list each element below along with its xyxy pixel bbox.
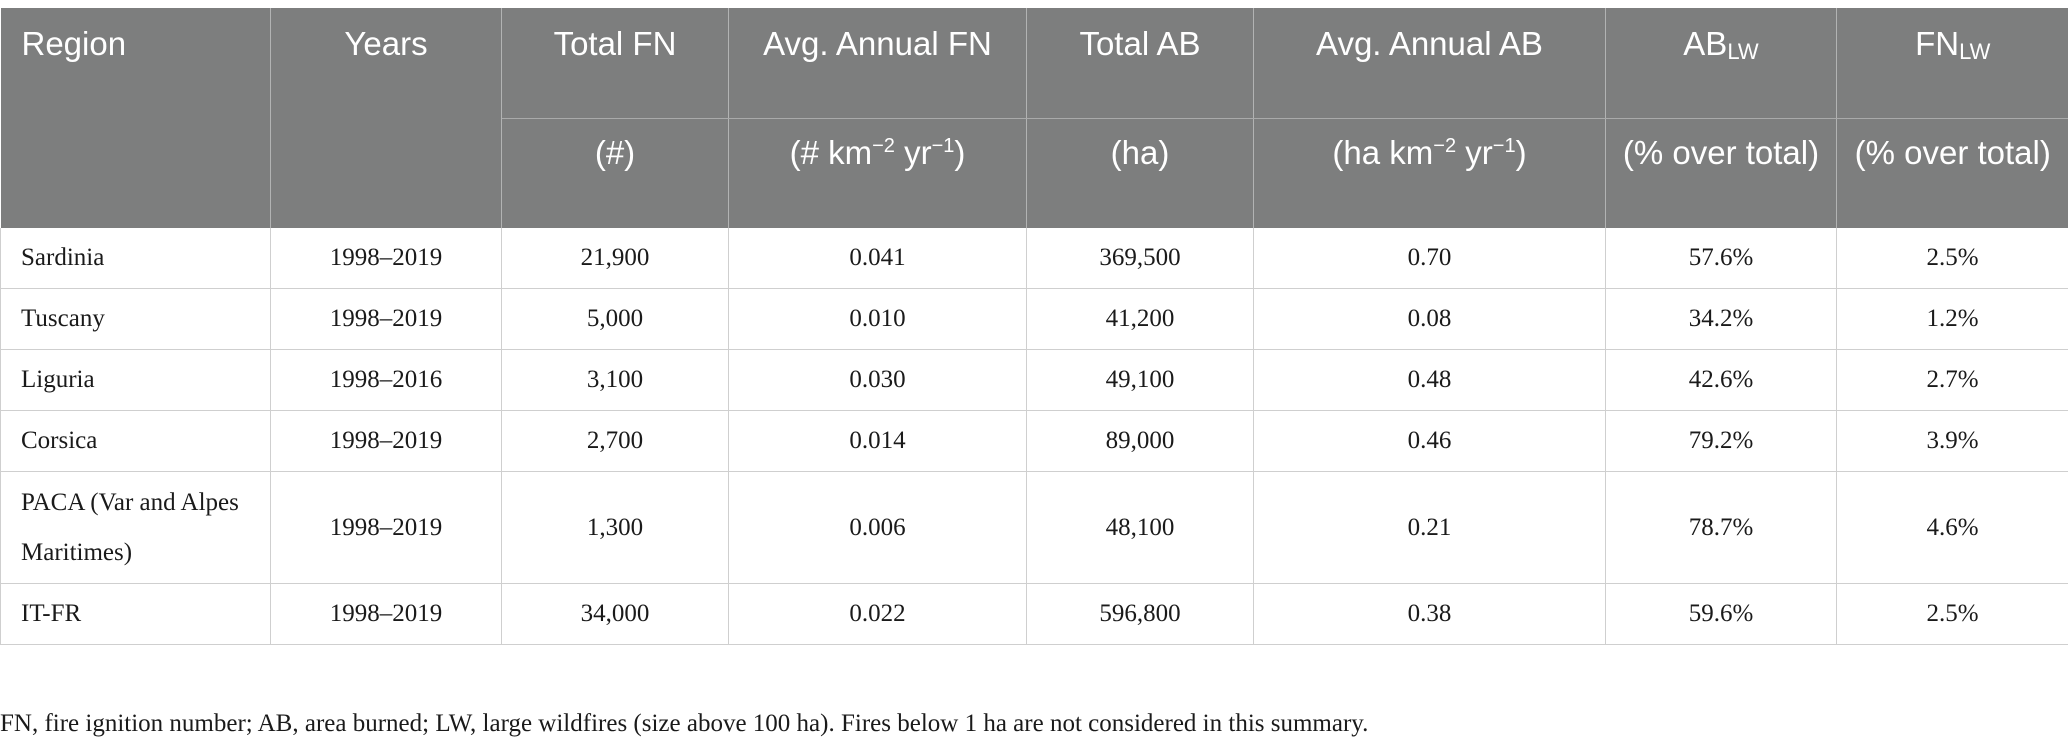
cell-avg-ab: 0.48	[1254, 350, 1606, 411]
cell-region: Sardinia	[1, 228, 271, 289]
unit-fn-lw: (% over total)	[1837, 118, 2068, 228]
cell-fn-lw: 4.6%	[1837, 472, 2068, 584]
cell-years: 1998–2019	[271, 228, 502, 289]
unit-ab-lw: (% over total)	[1606, 118, 1837, 228]
cell-years: 1998–2016	[271, 350, 502, 411]
cell-total-fn: 5,000	[502, 289, 729, 350]
cell-avg-ab: 0.70	[1254, 228, 1606, 289]
unit-avg-ab-post: )	[1515, 133, 1527, 171]
header-region: Region	[1, 8, 271, 228]
unit-avg-fn	[729, 118, 1027, 228]
cell-total-fn: 3,100	[502, 350, 729, 411]
cell-avg-fn: 0.010	[729, 289, 1027, 350]
cell-avg-fn: 0.030	[729, 350, 1027, 411]
unit-total-ab: (ha)	[1027, 118, 1254, 228]
unit-avg-fn-mid: yr	[894, 133, 932, 171]
header-row-labels	[1, 8, 2068, 118]
cell-region: Corsica	[1, 411, 271, 472]
cell-region: Liguria	[1, 350, 271, 411]
cell-fn-lw: 2.7%	[1837, 350, 2068, 411]
unit-avg-fn-exp-km: −2	[872, 134, 895, 157]
cell-total-fn: 34,000	[502, 584, 729, 645]
header-fn-lw	[1837, 8, 2068, 118]
cell-region: IT-FR	[1, 584, 271, 645]
unit-avg-fn-post: )	[954, 133, 966, 171]
cell-years: 1998–2019	[271, 411, 502, 472]
header-avg-ab: Avg. Annual AB	[1254, 8, 1606, 118]
cell-fn-lw: 1.2%	[1837, 289, 2068, 350]
cell-fn-lw: 2.5%	[1837, 228, 2068, 289]
cell-ab-lw: 59.6%	[1606, 584, 1837, 645]
table-body	[1, 228, 2068, 645]
table-row	[1, 350, 2068, 411]
cell-total-fn: 1,300	[502, 472, 729, 584]
table-row	[1, 411, 2068, 472]
cell-avg-fn: 0.006	[729, 472, 1027, 584]
unit-avg-ab-exp-yr: −1	[1492, 134, 1516, 157]
cell-avg-fn: 0.022	[729, 584, 1027, 645]
cell-total-ab: 369,500	[1027, 228, 1254, 289]
unit-avg-ab-mid: yr	[1456, 133, 1493, 171]
cell-years: 1998–2019	[271, 472, 502, 584]
cell-avg-fn: 0.041	[729, 228, 1027, 289]
cell-ab-lw: 78.7%	[1606, 472, 1837, 584]
cell-total-ab: 48,100	[1027, 472, 1254, 584]
cell-total-fn: 2,700	[502, 411, 729, 472]
cell-region: PACA (Var and Alpes Maritimes)	[1, 472, 271, 584]
unit-avg-ab-exp-km: −2	[1433, 134, 1457, 157]
cell-avg-fn: 0.014	[729, 411, 1027, 472]
cell-years: 1998–2019	[271, 584, 502, 645]
header-avg-fn: Avg. Annual FN	[729, 8, 1027, 118]
cell-total-ab: 596,800	[1027, 584, 1254, 645]
header-ab-lw-base: AB	[1683, 25, 1728, 62]
table-header	[1, 8, 2068, 228]
table-footnote: FN, fire ignition number; AB, area burned; LW, large wildfires (size above 100 ha). Fires below 1 ha are not considered in this summary.	[0, 710, 1369, 737]
cell-total-ab: 41,200	[1027, 289, 1254, 350]
cell-fn-lw: 2.5%	[1837, 584, 2068, 645]
header-years: Years	[271, 8, 502, 228]
cell-avg-ab: 0.21	[1254, 472, 1606, 584]
fire-summary-table	[0, 8, 2068, 645]
unit-total-fn: (#)	[502, 118, 729, 228]
cell-region: Tuscany	[1, 289, 271, 350]
cell-avg-ab: 0.38	[1254, 584, 1606, 645]
cell-total-ab: 89,000	[1027, 411, 1254, 472]
cell-avg-ab: 0.08	[1254, 289, 1606, 350]
cell-total-fn: 21,900	[502, 228, 729, 289]
cell-ab-lw: 34.2%	[1606, 289, 1837, 350]
table-row	[1, 472, 2068, 584]
cell-ab-lw: 79.2%	[1606, 411, 1837, 472]
header-ab-lw	[1606, 8, 1837, 118]
unit-avg-ab	[1254, 118, 1606, 228]
header-fn-lw-base: FN	[1915, 25, 1960, 62]
cell-avg-ab: 0.46	[1254, 411, 1606, 472]
header-fn-lw-subscript: LW	[1959, 39, 1991, 64]
unit-avg-ab-pre: (ha km	[1332, 133, 1434, 171]
table-row	[1, 584, 2068, 645]
cell-total-ab: 49,100	[1027, 350, 1254, 411]
table-row	[1, 289, 2068, 350]
table-row	[1, 228, 2068, 289]
header-total-fn: Total FN	[502, 8, 729, 118]
header-total-ab: Total AB	[1027, 8, 1254, 118]
cell-years: 1998–2019	[271, 289, 502, 350]
header-ab-lw-subscript: LW	[1727, 39, 1759, 64]
cell-ab-lw: 57.6%	[1606, 228, 1837, 289]
cell-fn-lw: 3.9%	[1837, 411, 2068, 472]
unit-avg-fn-pre: (# km	[789, 133, 873, 171]
unit-avg-fn-exp-yr: −1	[931, 134, 955, 157]
cell-ab-lw: 42.6%	[1606, 350, 1837, 411]
